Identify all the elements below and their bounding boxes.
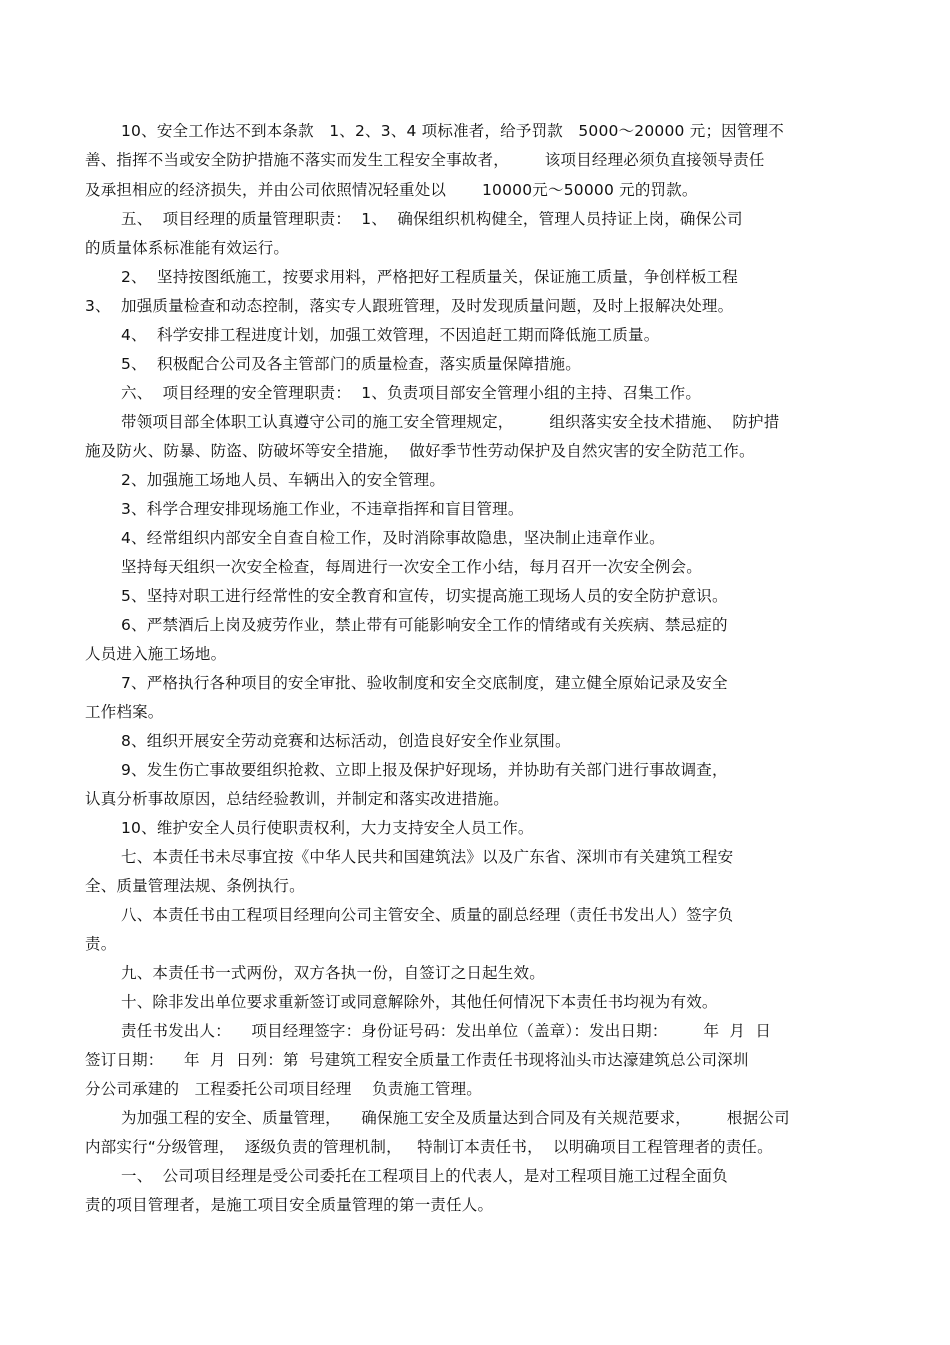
text-line: 施及防火、防暴、防盗、防破坏等安全措施， 做好季节性劳动保护及自然灾害的安全防范工作。 bbox=[85, 442, 755, 460]
text-line: 9、发生伤亡事故要组织抢救、立即上报及保护好现场，并协助有关部门进行事故调查， bbox=[121, 761, 728, 779]
text-line: 五、 项目经理的质量管理职责： 1、 确保组织机构健全，管理人员持证上岗，确保公司 bbox=[121, 210, 743, 228]
text-line: 十、除非发出单位要求重新签订或同意解除外，其他任何情况下本责任书均视为有效。 bbox=[121, 993, 718, 1011]
text-line: 8、组织开展安全劳动竞赛和达标活动，创造良好安全作业氛围。 bbox=[121, 732, 571, 750]
text-line: 5、 积极配合公司及各主管部门的质量检查，落实质量保障措施。 bbox=[121, 355, 581, 373]
text-line: 3、科学合理安排现场施工作业，不违章指挥和盲目管理。 bbox=[121, 500, 524, 518]
text-line: 责。 bbox=[85, 935, 117, 953]
text-line: 2、加强施工场地人员、车辆出入的安全管理。 bbox=[121, 471, 446, 489]
text-line: 九、本责任书一式两份，双方各执一份，自签订之日起生效。 bbox=[121, 964, 545, 982]
text-line: 人员进入施工场地。 bbox=[85, 645, 227, 663]
text-line: 7、严格执行各种项目的安全审批、验收制度和安全交底制度，建立健全原始记录及安全 bbox=[121, 674, 728, 692]
text-line: 七、本责任书未尽事宜按《中华人民共和国建筑法》以及广东省、深圳市有关建筑工程安 bbox=[121, 848, 734, 866]
text-line: 全、质量管理法规、条例执行。 bbox=[85, 877, 305, 895]
text-line: 3、 加强质量检查和动态控制，落实专人跟班管理，及时发现质量问题，及时上报解决处理。 bbox=[85, 297, 734, 315]
text-line: 的质量体系标准能有效运行。 bbox=[85, 239, 290, 257]
text-line: 带领项目部全体职工认真遵守公司的施工安全管理规定， 组织落实安全技术措施、 防护措 bbox=[121, 413, 780, 431]
text-line: 2、 坚持按图纸施工，按要求用料，严格把好工程质量关，保证施工质量，争创样板工程 bbox=[121, 268, 738, 286]
text-line: 责的项目管理者，是施工项目安全质量管理的第一责任人。 bbox=[85, 1196, 494, 1214]
text-line: 分公司承建的 工程委托公司项目经理 负责施工管理。 bbox=[85, 1080, 482, 1098]
text-line: 为加强工程的安全、质量管理， 确保施工安全及质量达到合同及有关规范要求， 根据公司 bbox=[121, 1109, 790, 1127]
text-line: 10、维护安全人员行使职责权利，大力支持安全人员工作。 bbox=[121, 819, 534, 837]
text-line: 5、坚持对职工进行经常性的安全教育和宣传，切实提高施工现场人员的安全防护意识。 bbox=[121, 587, 728, 605]
text-line: 内部实行“分级管理， 逐级负责的管理机制， 特制订本责任书， 以明确项目工程管理者的责任。 bbox=[85, 1138, 773, 1156]
text-line: 4、 科学安排工程进度计划，加强工效管理，不因追赶工期而降低施工质量。 bbox=[121, 326, 660, 344]
text-line: 4、经常组织内部安全自查自检工作，及时消除事故隐患，坚决制止违章作业。 bbox=[121, 529, 665, 547]
text-line: 六、 项目经理的安全管理职责： 1、负责项目部安全管理小组的主持、召集工作。 bbox=[121, 384, 702, 402]
text-line: 坚持每天组织一次安全检查，每周进行一次安全工作小结，每月召开一次安全例会。 bbox=[121, 558, 702, 576]
text-line: 善、指挥不当或安全防护措施不落实而发生工程安全事故者， 该项目经理必须负直接领导责任 bbox=[85, 151, 765, 169]
text-line: 认真分析事故原因，总结经验教训，并制定和落实改进措施。 bbox=[85, 790, 509, 808]
text-line: 责任书发出人： 项目经理签字：身份证号码：发出单位（盖章）：发出日期： 年 月 日 bbox=[121, 1022, 772, 1040]
text-line: 工作档案。 bbox=[85, 703, 164, 721]
text-line: 及承担相应的经济损失，并由公司依照情况轻重处以 10000元～50000 元的罚款。 bbox=[85, 181, 698, 199]
text-line: 一、 公司项目经理是受公司委托在工程项目上的代表人，是对工程项目施工过程全面负 bbox=[121, 1167, 728, 1185]
text-line: 八、本责任书由工程项目经理向公司主管安全、质量的副总经理（责任书发出人）签字负 bbox=[121, 906, 734, 924]
text-line: 签订日期： 年 月 日列：第 号建筑工程安全质量工作责任书现将汕头市达濠建筑总公司深圳 bbox=[85, 1051, 749, 1069]
text-line: 10、安全工作达不到本条款 1、2、3、4 项标准者，给予罚款 5000～20000 元；因管理不 bbox=[121, 122, 784, 140]
text-line: 6、严禁酒后上岗及疲劳作业，禁止带有可能影响安全工作的情绪或有关疾病、禁忌症的 bbox=[121, 616, 728, 634]
